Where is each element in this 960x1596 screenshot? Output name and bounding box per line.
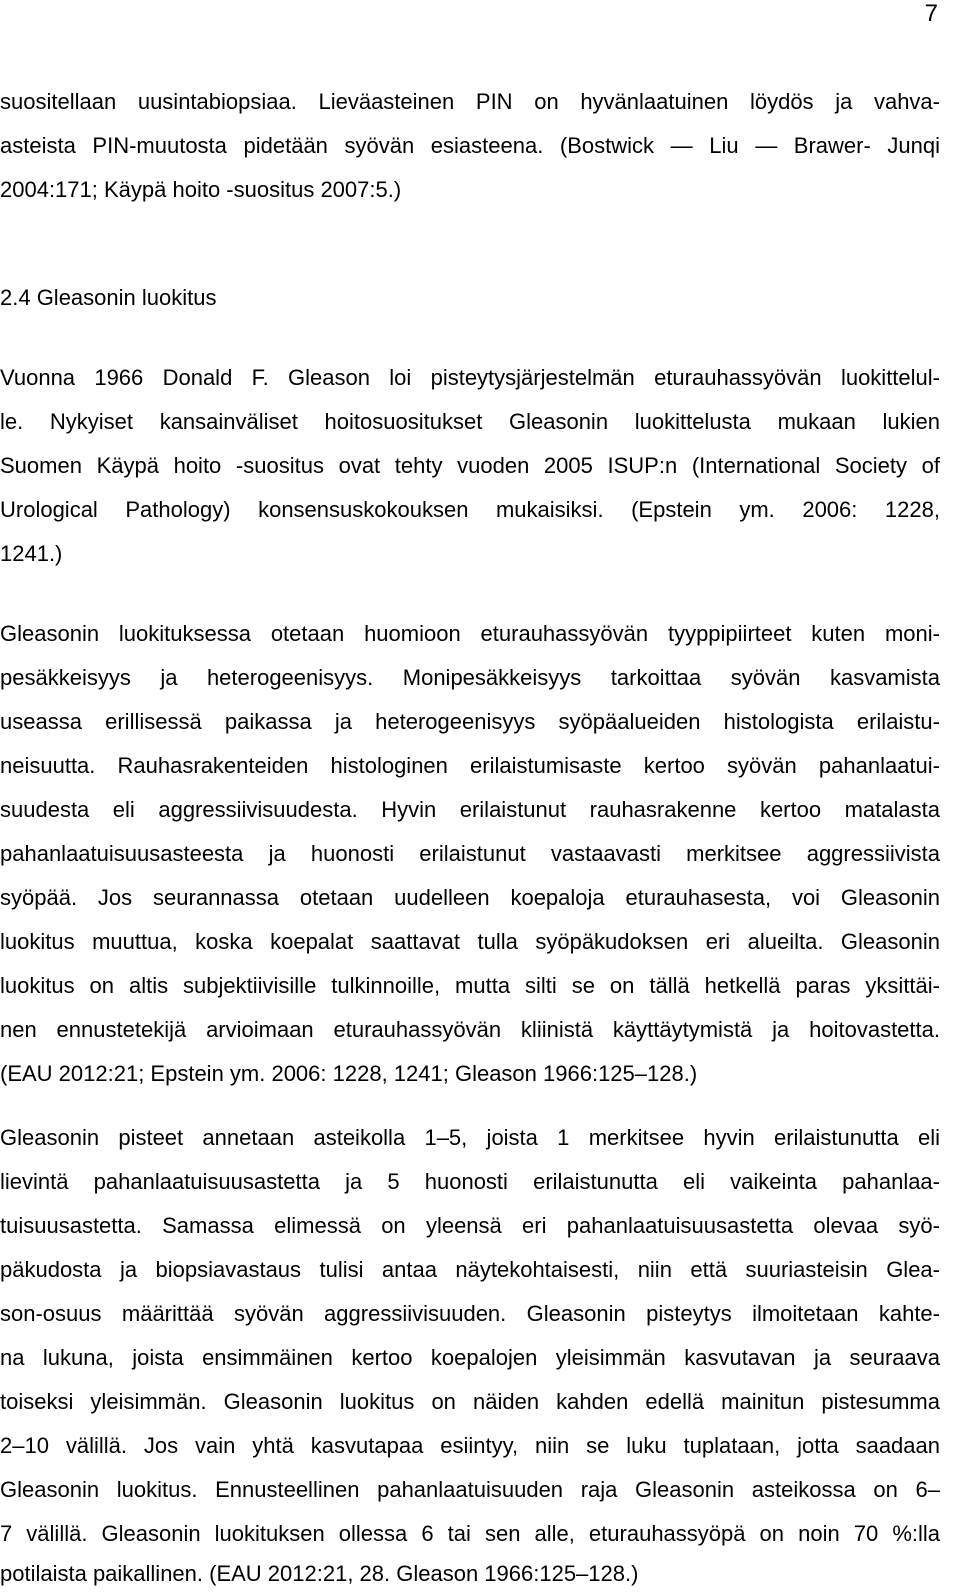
text-line: lievintä pahanlaatuisuusastetta ja 5 huonosti erilaistunutta eli vaikeinta pahanlaa- xyxy=(0,1169,940,1194)
text-line: suudesta eli aggressiivisuudesta. Hyvin erilaistunut rauhasrakenne kertoo matalasta xyxy=(0,797,940,822)
text-line: 2–10 välillä. Jos vain yhtä kasvutapaa esiintyy, niin se luku tuplataan, jotta saadaan xyxy=(0,1433,940,1458)
section-heading: 2.4 Gleasonin luokitus xyxy=(0,285,217,310)
text-line: useassa erillisessä paikassa ja heterogeenisyys syöpäalueiden histologista erilaistu- xyxy=(0,709,940,734)
text-line: nen ennustetekijä arvioimaan eturauhassyövän kliinistä käyttäytymistä ja hoitovastetta. xyxy=(0,1017,940,1042)
text-line: Gleasonin luokituksessa otetaan huomioon eturauhassyövän tyyppipiirteet kuten moni- xyxy=(0,621,940,646)
text-line: pahanlaatuisuusasteesta ja huonosti erilaistunut vastaavasti merkitsee aggressiivista xyxy=(0,841,940,866)
text-line: (EAU 2012:21; Epstein ym. 2006: 1228, 1241; Gleason 1966:125–128.) xyxy=(0,1061,698,1086)
text-line: son-osuus määrittää syövän aggressiivisuuden. Gleasonin pisteytys ilmoitetaan kahte- xyxy=(0,1301,940,1326)
text-line: tuisuusastetta. Samassa elimessä on yleensä eri pahanlaatuisuusastetta olevaa syö- xyxy=(0,1213,940,1238)
text-line: 7 välillä. Gleasonin luokituksen ollessa 6 tai sen alle, eturauhassyöpä on noin 70 %:lla xyxy=(0,1521,940,1546)
text-line: Suomen Käypä hoito -suositus ovat tehty vuoden 2005 ISUP:n (International Society of xyxy=(0,453,940,478)
text-line: syöpää. Jos seurannassa otetaan uudelleen koepaloja eturauhasesta, voi Gleasonin xyxy=(0,885,940,910)
text-line: toiseksi yleisimmän. Gleasonin luokitus on näiden kahden edellä mainitun pistesumma xyxy=(0,1389,940,1414)
text-line: Vuonna 1966 Donald F. Gleason loi pisteytysjärjestelmän eturauhassyövän luokittelul- xyxy=(0,365,940,390)
text-line: 2004:171; Käypä hoito -suositus 2007:5.) xyxy=(0,177,402,202)
text-line: Gleasonin luokitus. Ennusteellinen pahanlaatuisuuden raja Gleasonin asteikossa on 6– xyxy=(0,1477,940,1502)
page-number: 7 xyxy=(924,0,938,27)
text-line: potilaista paikallinen. (EAU 2012:21, 28. Gleason 1966:125–128.) xyxy=(0,1561,639,1586)
text-line: suositellaan uusintabiopsiaa. Lieväasteinen PIN on hyvänlaatuinen löydös ja vahva- xyxy=(0,89,940,114)
text-line: 1241.) xyxy=(0,541,63,566)
text-line: asteista PIN-muutosta pidetään syövän esiasteena. (Bostwick — Liu — Brawer- Junqi xyxy=(0,133,940,158)
text-line: le. Nykyiset kansainväliset hoitosuositukset Gleasonin luokittelusta mukaan lukien xyxy=(0,409,940,434)
text-line: na lukuna, joista ensimmäinen kertoo koepalojen yleisimmän kasvutavan ja seuraava xyxy=(0,1345,940,1370)
text-line: luokitus muuttua, koska koepalat saattavat tulla syöpäkudoksen eri alueilta. Gleasonin xyxy=(0,929,940,954)
text-line: Urological Pathology) konsensuskokouksen mukaisiksi. (Epstein ym. 2006: 1228, xyxy=(0,497,940,522)
text-line: päkudosta ja biopsiavastaus tulisi antaa näytekohtaisesti, niin että suuriasteisin Glea- xyxy=(0,1257,940,1282)
text-line: luokitus on altis subjektiivisille tulkinnoille, mutta silti se on tällä hetkellä paras yksittäi- xyxy=(0,973,940,998)
text-line: pesäkkeisyys ja heterogeenisyys. Monipesäkkeisyys tarkoittaa syövän kasvamista xyxy=(0,665,940,690)
text-line: Gleasonin pisteet annetaan asteikolla 1–5, joista 1 merkitsee hyvin erilaistunutta eli xyxy=(0,1125,940,1150)
text-line: neisuutta. Rauhasrakenteiden histologinen erilaistumisaste kertoo syövän pahanlaatui- xyxy=(0,753,940,778)
